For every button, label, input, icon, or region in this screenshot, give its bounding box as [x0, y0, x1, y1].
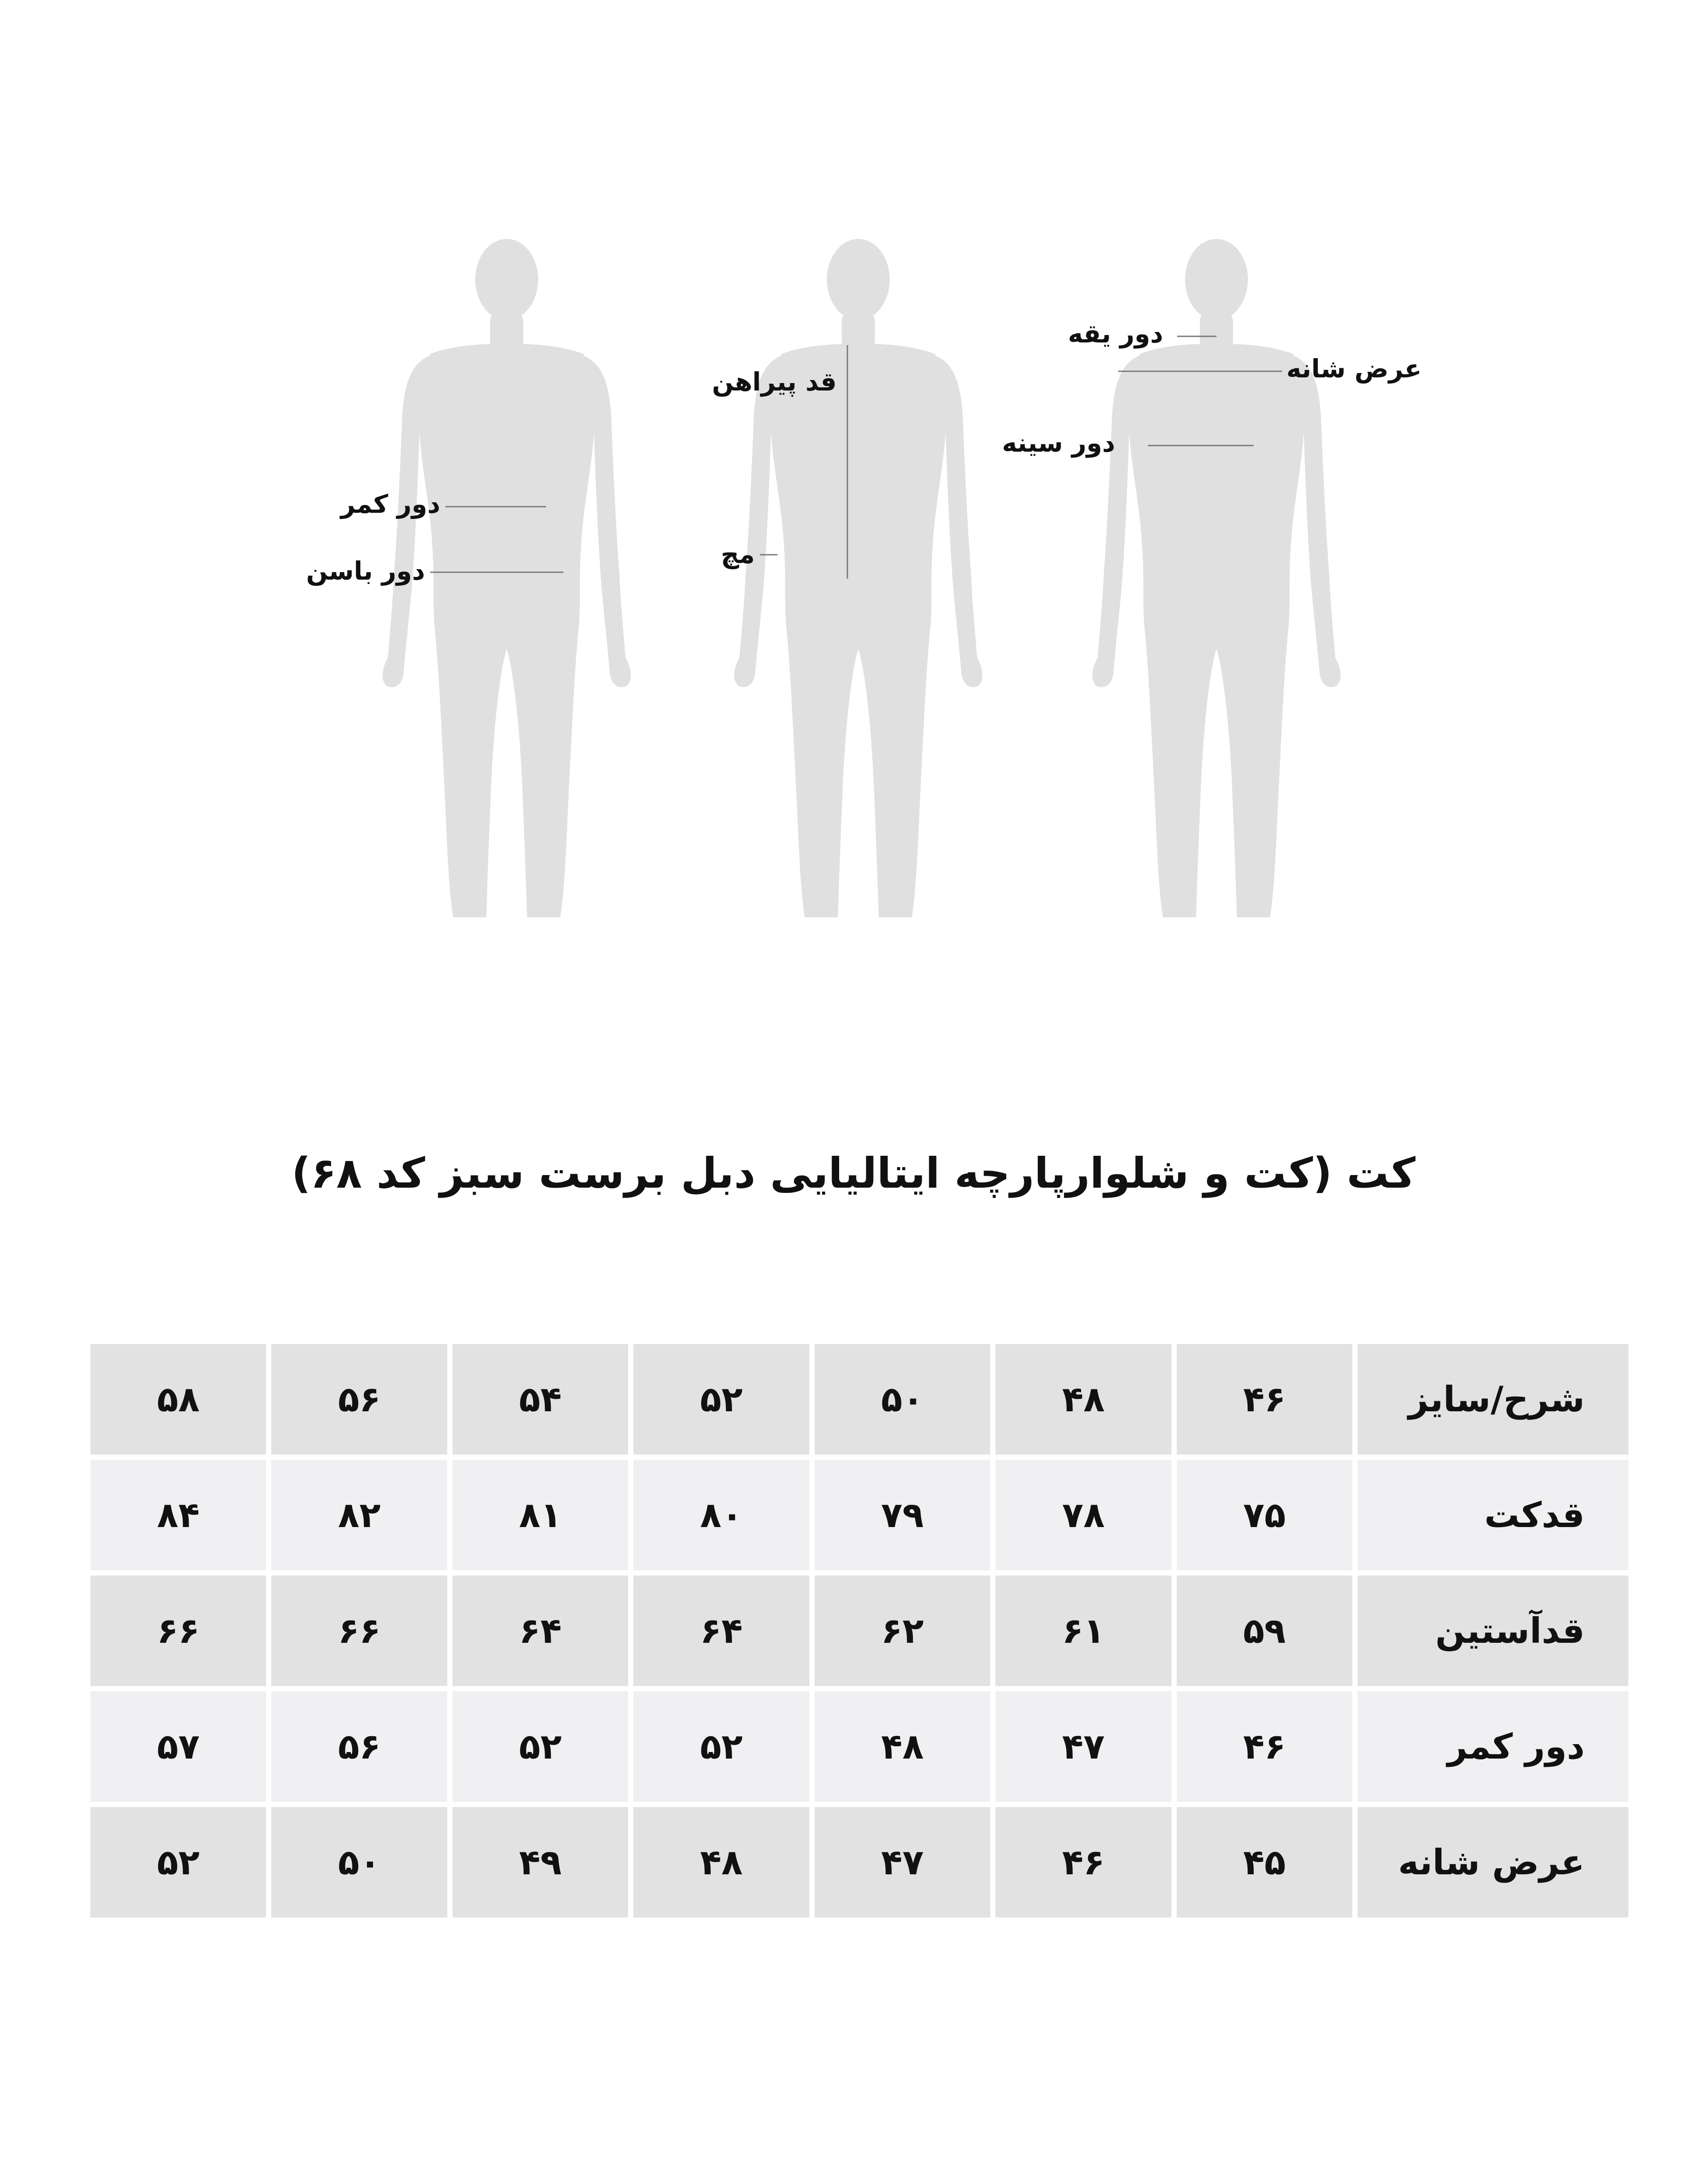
row-label: دور کمر — [1358, 1691, 1628, 1802]
table-cell: ۵۲ — [633, 1344, 809, 1455]
waist-label: دور کمر — [340, 489, 440, 519]
table-cell: ۷۸ — [995, 1460, 1171, 1570]
table-cell: ۶۶ — [90, 1576, 266, 1686]
table-cell: ۶۴ — [633, 1576, 809, 1686]
table-cell: ۸۴ — [90, 1460, 266, 1570]
table-cell: ۵۸ — [90, 1344, 266, 1455]
table-cell: ۴۵ — [1177, 1807, 1352, 1918]
table-cell: ۴۸ — [815, 1691, 990, 1802]
row-label: قدآستین — [1358, 1576, 1628, 1686]
table-cell: ۴۶ — [1177, 1344, 1352, 1455]
chest-label: دور سینه — [1002, 428, 1115, 458]
table-cell: ۴۹ — [453, 1807, 628, 1918]
table-cell: ۴۷ — [995, 1691, 1171, 1802]
table-cell: ۵۹ — [1177, 1576, 1352, 1686]
table-cell: ۴۸ — [995, 1344, 1171, 1455]
table-cell: ۵۶ — [271, 1344, 447, 1455]
collar-label: دور یقه — [1068, 319, 1163, 349]
size-table — [85, 1339, 1634, 1923]
measurement-figures — [0, 0, 1707, 917]
table-cell: ۷۹ — [815, 1460, 990, 1570]
body-silhouettes-drawing — [0, 0, 1707, 917]
table-cell: ۴۸ — [633, 1807, 809, 1918]
shirt-length-label: قد پیراهن — [712, 367, 837, 397]
table-row — [90, 1576, 1628, 1686]
hip-label: دور باسن — [306, 556, 425, 586]
table-cell: ۵۰ — [815, 1344, 990, 1455]
table-cell: ۸۱ — [453, 1460, 628, 1570]
table-cell: ۴۶ — [1177, 1691, 1352, 1802]
table-cell: ۵۷ — [90, 1691, 266, 1802]
table-cell: ۸۰ — [633, 1460, 809, 1570]
row-label: عرض شانه — [1358, 1807, 1628, 1918]
row-label: شرح/سایز — [1358, 1344, 1628, 1455]
table-cell: ۵۲ — [90, 1807, 266, 1918]
shoulder-width-label: عرض شانه — [1286, 354, 1422, 384]
table-cell: ۷۵ — [1177, 1460, 1352, 1570]
wrist-label: مچ — [721, 539, 755, 569]
table-row — [90, 1807, 1628, 1918]
figure-side — [734, 239, 982, 917]
table-cell: ۶۲ — [815, 1576, 990, 1686]
table-row — [90, 1460, 1628, 1570]
table-cell: ۶۴ — [453, 1576, 628, 1686]
table-cell: ۶۱ — [995, 1576, 1171, 1686]
table-cell: ۴۷ — [815, 1807, 990, 1918]
table-cell: ۵۲ — [633, 1691, 809, 1802]
table-cell: ۸۲ — [271, 1460, 447, 1570]
table-cell: ۴۶ — [995, 1807, 1171, 1918]
table-row — [90, 1691, 1628, 1802]
table-row — [90, 1344, 1628, 1455]
table-cell: ۶۶ — [271, 1576, 447, 1686]
table-cell: ۵۶ — [271, 1691, 447, 1802]
page-title: کت (کت و شلوارپارچه ایتالیایی دبل برست سبز کد ۶۸) — [291, 1149, 1416, 1198]
row-label: قدکت — [1358, 1460, 1628, 1570]
table-cell: ۵۴ — [453, 1344, 628, 1455]
table-cell: ۵۲ — [453, 1691, 628, 1802]
table-cell: ۵۰ — [271, 1807, 447, 1918]
